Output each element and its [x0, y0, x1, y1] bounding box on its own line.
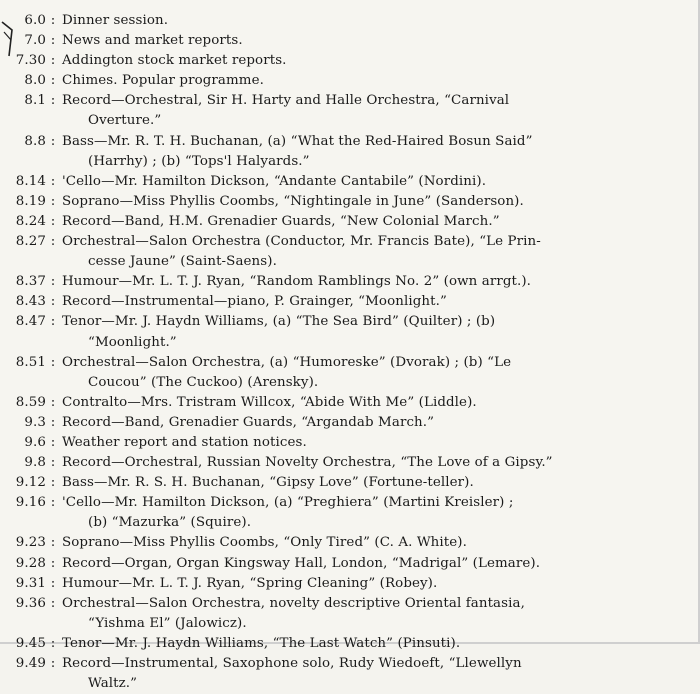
programme-entry [6, 11, 694, 31]
programme-entry [6, 574, 694, 594]
entry-separator: : [50, 274, 56, 290]
entry-line: Bass—Mr. R. S. H. Buchanan, “Gipsy Love” (Fortune-teller). [62, 475, 474, 491]
entry-description [60, 292, 694, 312]
programme-entry [6, 473, 694, 493]
programme-entry [6, 212, 694, 232]
entry-time: 8.14 [15, 173, 46, 189]
entry-separator: : [50, 656, 56, 671]
entry-separator: : [50, 213, 56, 229]
entry-separator: : [50, 495, 56, 511]
entry-time: 9.36 [15, 595, 46, 611]
entry-separator: : [50, 595, 56, 611]
entry-continuation-line: cesse Jaune” (Saint-Saens). [88, 254, 277, 270]
entry-separator: : [50, 193, 56, 209]
programme-entry [6, 594, 694, 634]
entry-separator: : [50, 314, 56, 330]
entry-time: 8.37 [15, 274, 46, 290]
entry-description [60, 312, 694, 352]
entry-continuation-line: (Harrhy) ; (b) “Tops'l Halyards.” [88, 153, 310, 169]
entry-line: Tenor—Mr. J. Haydn Williams, “The Last Watch” (Pinsuti). [62, 635, 461, 651]
entry-time: 8.0 [24, 73, 46, 89]
entry-description [60, 192, 694, 212]
entry-line: Orchestral—Salon Orchestra, novelty descriptive Oriental fantasia, [62, 595, 525, 611]
entry-time: 8.1 [24, 93, 46, 109]
entry-line: Record—Band, H.M. Grenadier Guards, “New Colonial March.” [62, 213, 500, 229]
entry-time: 8.59 [15, 394, 46, 410]
entry-continuation-line: (b) “Mazurka” (Squire). [88, 515, 252, 531]
programme-entry [6, 654, 694, 694]
entry-time: 9.12 [15, 475, 46, 491]
entry-time: 9.16 [15, 495, 46, 511]
entry-separator: : [50, 93, 56, 109]
entry-separator: : [50, 575, 56, 591]
entry-description [60, 71, 694, 91]
entry-line: Record—Instrumental, Saxophone solo, Rudy Wiedoeft, “Llewellyn [62, 656, 522, 671]
entry-line: Contralto—Mrs. Tristram Willcox, “Abide With Me” (Liddle). [62, 394, 477, 410]
entry-line: Weather report and station notices. [62, 434, 307, 450]
entry-description [60, 132, 694, 172]
entry-separator: : [50, 555, 56, 571]
entry-line: Record—Organ, Organ Kingsway Hall, London, “Madrigal” (Lemare). [62, 555, 541, 571]
entry-time: 9.49 [15, 656, 46, 671]
entry-line: Dinner session. [62, 13, 169, 28]
entry-line: Orchestral—Salon Orchestra (Conductor, Mr. Francis Bate), “Le Prin- [62, 234, 541, 250]
programme-entry [6, 232, 694, 272]
entry-description [60, 91, 694, 131]
entry-separator: : [50, 635, 56, 651]
entry-time: 8.27 [15, 234, 46, 250]
entry-description [60, 554, 694, 574]
programme-entry [6, 192, 694, 212]
entry-line: Record—Band, Grenadier Guards, “Argandab March.” [62, 414, 435, 430]
entry-continuation-line: Waltz.” [88, 676, 138, 692]
programme-entry [6, 51, 694, 71]
programme-entry [6, 353, 694, 393]
entry-description [60, 11, 694, 31]
entry-description [60, 574, 694, 594]
entry-separator: : [50, 434, 56, 450]
entry-description [60, 453, 694, 473]
entry-separator: : [50, 354, 56, 370]
entry-line: Orchestral—Salon Orchestra, (a) “Humoreske” (Dvorak) ; (b) “Le [62, 354, 512, 370]
entry-continuation-line: “Yishma El” (Jalowicz). [88, 615, 247, 631]
entry-line: Record—Orchestral, Russian Novelty Orchestra, “The Love of a Gipsy.” [62, 455, 553, 471]
entry-line: Humour—Mr. L. T. J. Ryan, “Random Ramblings No. 2” (own arrgt.). [62, 274, 532, 290]
programme-entry [6, 272, 694, 292]
entry-time: 9.3 [24, 414, 46, 430]
entry-separator: : [50, 475, 56, 491]
entry-separator: : [50, 53, 56, 69]
entry-line: News and market reports. [62, 33, 243, 49]
entry-description [60, 433, 694, 453]
entry-description [60, 31, 694, 51]
entry-description [60, 393, 694, 413]
programme-entry [6, 453, 694, 473]
entry-separator: : [50, 173, 56, 189]
radio-programme-list [6, 11, 694, 694]
entry-time: 9.23 [15, 535, 46, 551]
entry-separator: : [50, 73, 56, 89]
entry-separator: : [50, 535, 56, 551]
entry-description [60, 413, 694, 433]
entry-line: Soprano—Miss Phyllis Coombs, “Only Tired” (C. A. White). [62, 535, 467, 551]
entry-time: 7.0 [24, 33, 46, 49]
programme-entry [6, 172, 694, 192]
entry-time: 7.30 [15, 53, 46, 69]
entry-description [60, 51, 694, 71]
programme-entry [6, 433, 694, 453]
entry-line: Bass—Mr. R. T. H. Buchanan, (a) “What the Red-Haired Bosun Said” [62, 133, 533, 149]
entry-time: 8.47 [15, 314, 46, 330]
entry-time: 6.0 [24, 13, 46, 28]
entry-time: 8.8 [24, 133, 46, 149]
entry-description [60, 473, 694, 493]
entry-time: 9.45 [15, 635, 46, 651]
entry-line: 'Cello—Mr. Hamilton Dickson, (a) “Preghiera” (Martini Kreisler) ; [62, 495, 514, 511]
entry-continuation-line: Coucou” (The Cuckoo) (Arensky). [88, 374, 319, 390]
entry-line: Chimes. Popular programme. [62, 73, 264, 89]
entry-separator: : [50, 13, 56, 28]
entry-line: Tenor—Mr. J. Haydn Williams, (a) “The Sea Bird” (Quilter) ; (b) [62, 314, 496, 330]
entry-separator: : [50, 414, 56, 430]
entry-description [60, 172, 694, 192]
entry-line: 'Cello—Mr. Hamilton Dickson, “Andante Cantabile” (Nordini). [62, 173, 487, 189]
entry-description [60, 594, 694, 634]
entry-time: 9.6 [24, 434, 46, 450]
entry-separator: : [50, 394, 56, 410]
entry-time: 8.51 [15, 354, 46, 370]
entry-time: 9.31 [15, 575, 46, 591]
programme-entry [6, 393, 694, 413]
entry-description [60, 353, 694, 393]
programme-entry [6, 292, 694, 312]
programme-entry [6, 312, 694, 352]
entry-time: 9.8 [24, 455, 46, 471]
entry-description [60, 654, 694, 694]
entry-time: 8.19 [15, 193, 46, 209]
entry-continuation-line: Overture.” [88, 113, 162, 129]
entry-time: 8.24 [15, 213, 46, 229]
entry-description [60, 533, 694, 553]
programme-entry [6, 533, 694, 553]
entry-description [60, 212, 694, 232]
programme-entry [6, 31, 694, 51]
entry-separator: : [50, 33, 56, 49]
programme-entry [6, 132, 694, 172]
entry-line: Humour—Mr. L. T. J. Ryan, “Spring Cleaning” (Robey). [62, 575, 438, 591]
programme-entry [6, 493, 694, 533]
entry-time: 9.28 [15, 555, 46, 571]
entry-separator: : [50, 294, 56, 310]
entry-line: Addington stock market reports. [62, 53, 287, 69]
entry-continuation-line: “Moonlight.” [88, 334, 177, 350]
entry-separator: : [50, 133, 56, 149]
entry-line: Record—Orchestral, Sir H. Harty and Halle Orchestra, “Carnival [62, 93, 510, 109]
entry-separator: : [50, 234, 56, 250]
entry-description [60, 272, 694, 292]
entry-description [60, 493, 694, 533]
programme-entry [6, 554, 694, 574]
entry-line: Record—Instrumental—piano, P. Grainger, “Moonlight.” [62, 294, 447, 310]
programme-entry [6, 413, 694, 433]
entry-description [60, 232, 694, 272]
entry-line: Soprano—Miss Phyllis Coombs, “Nightingale in June” (Sanderson). [62, 193, 524, 209]
programme-entry [6, 91, 694, 131]
entry-time: 8.43 [15, 294, 46, 310]
entry-separator: : [50, 455, 56, 471]
programme-entry [6, 71, 694, 91]
